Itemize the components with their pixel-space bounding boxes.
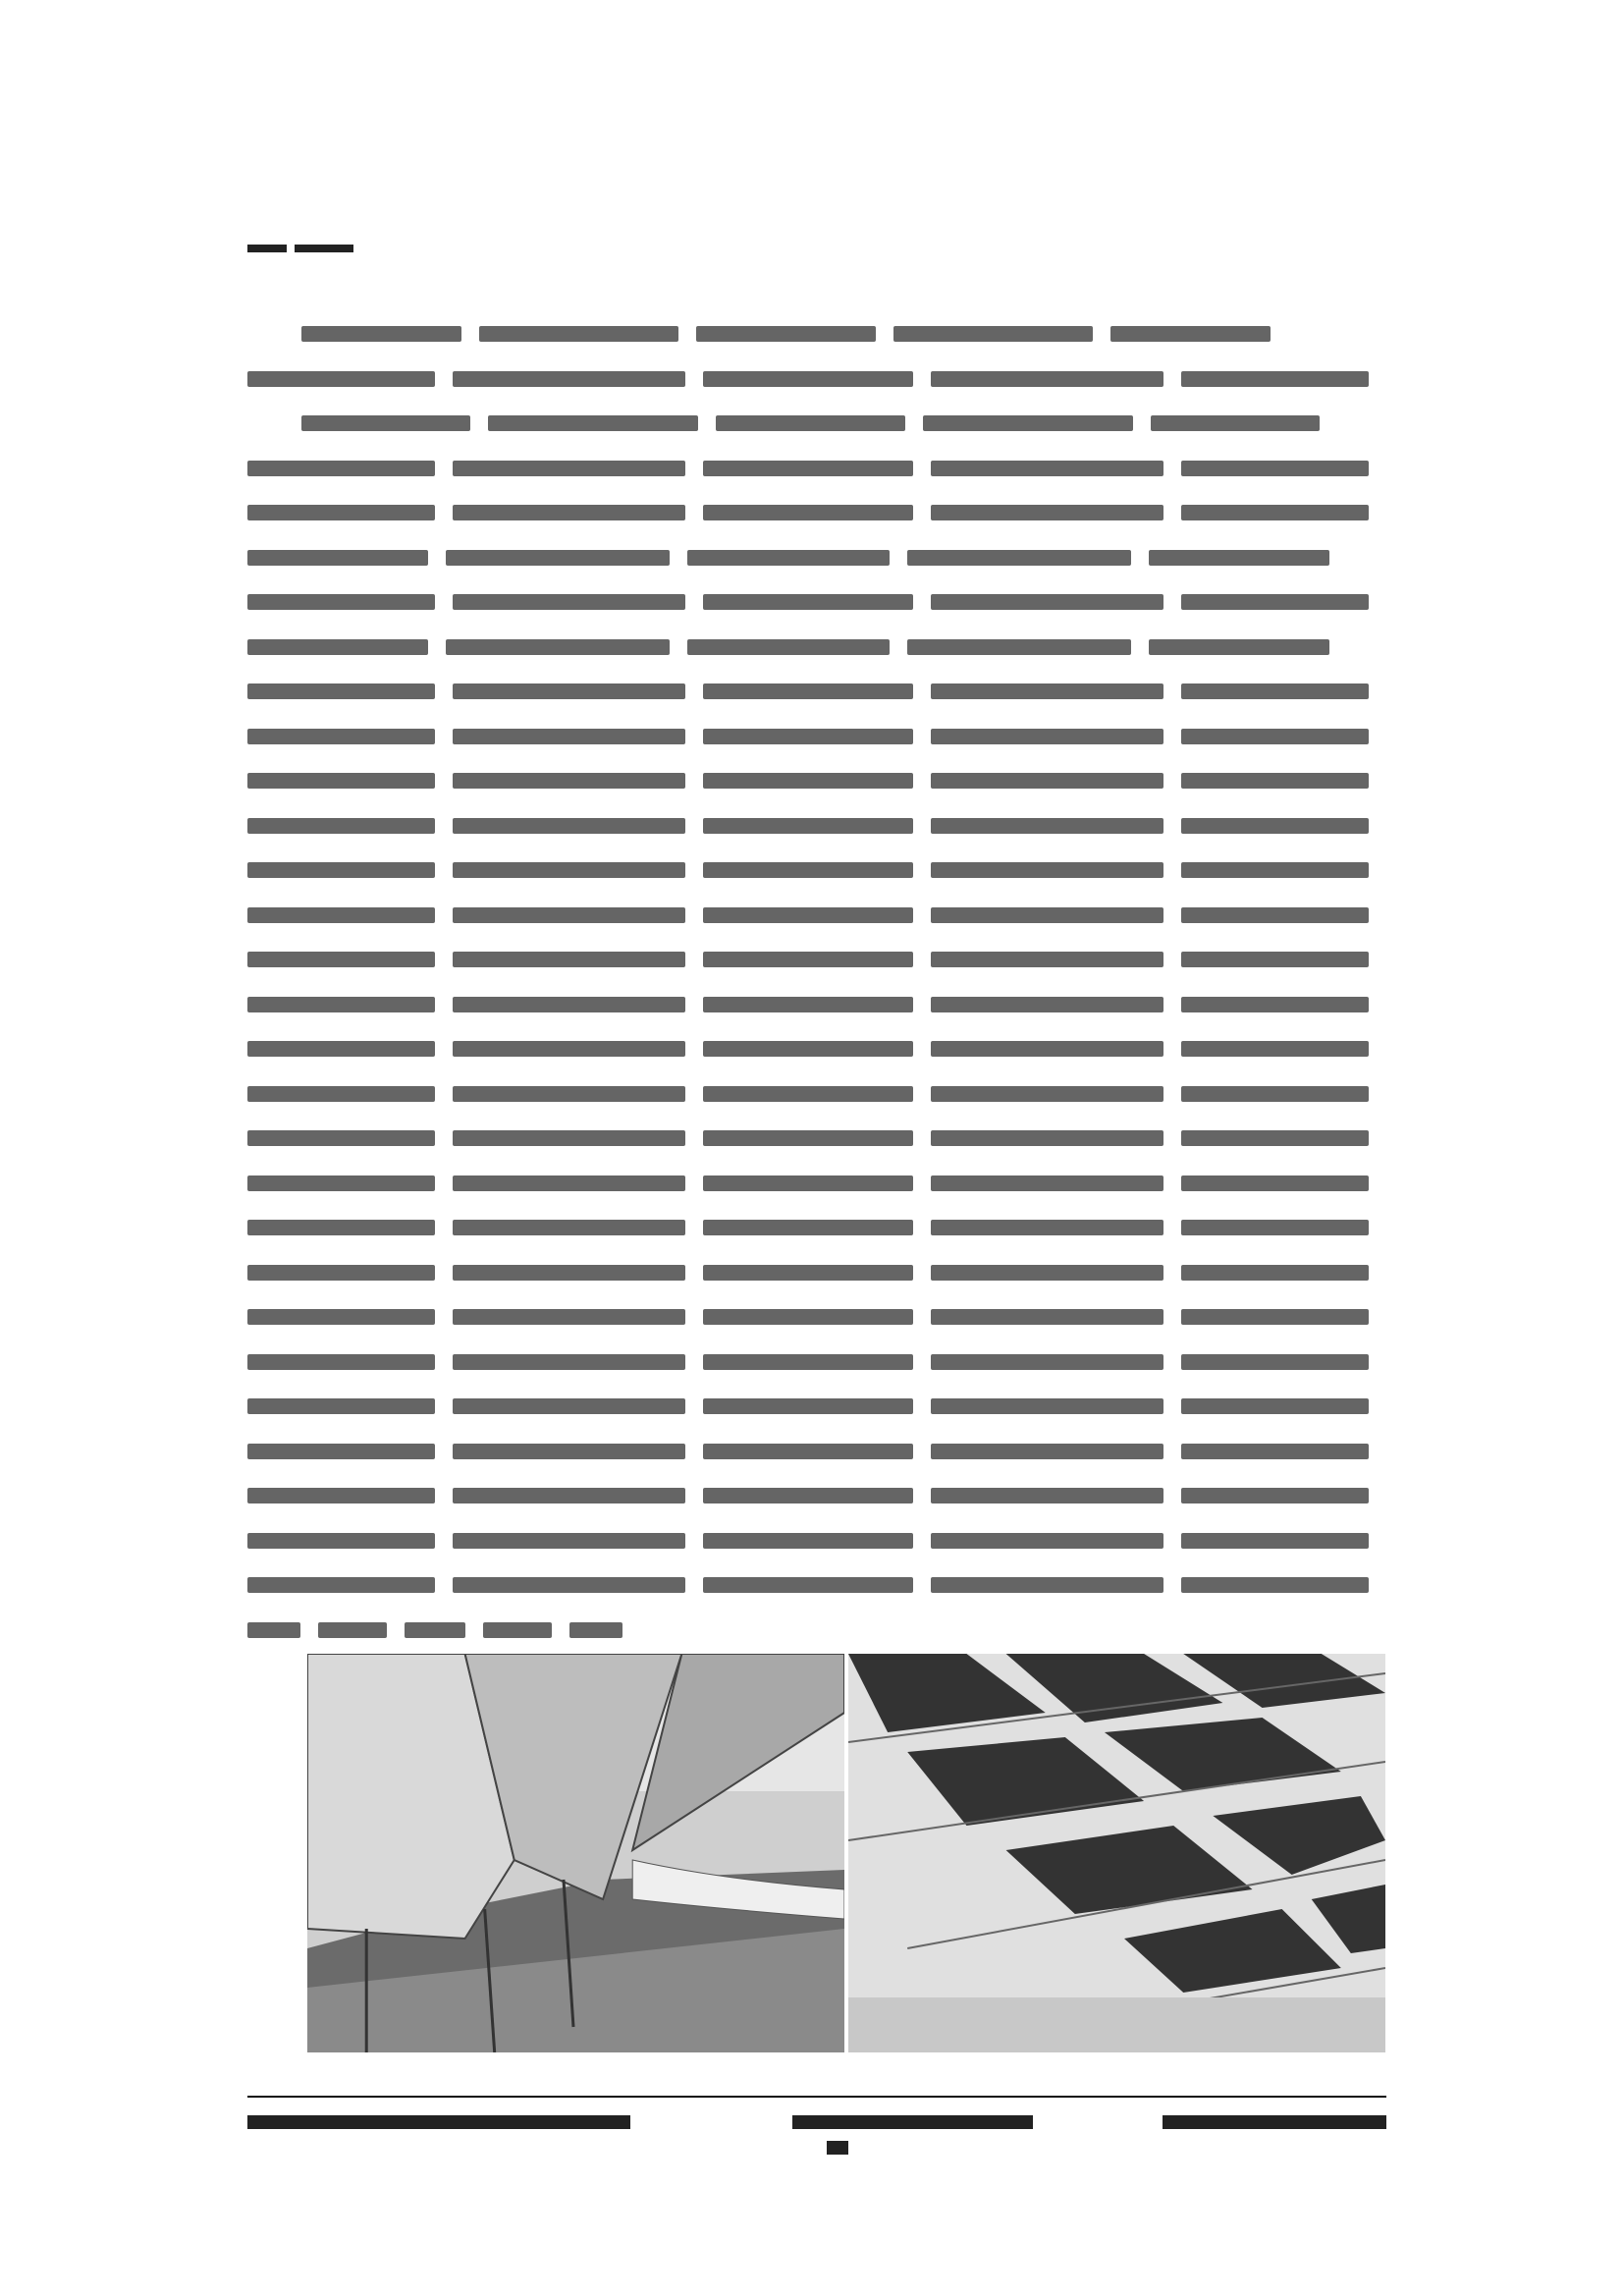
- body-text-line: [247, 985, 1386, 1030]
- footer-rule: [247, 2096, 1386, 2098]
- body-text-line: [247, 1119, 1386, 1164]
- body-text-line: [247, 1387, 1386, 1432]
- page-footer: [247, 2104, 1386, 2162]
- body-text-line: [247, 672, 1386, 717]
- body-text-line: [247, 314, 1386, 359]
- body-text-line: [247, 1432, 1386, 1477]
- solar-panel-photo-right: [848, 1654, 1385, 2052]
- body-text-line: [247, 493, 1386, 538]
- body-text-line: [247, 1476, 1386, 1521]
- body-text-line: [247, 582, 1386, 628]
- page-header: [247, 236, 365, 261]
- body-text-line: [247, 404, 1386, 449]
- footer-left: [247, 2115, 630, 2129]
- body-text-line: [247, 896, 1386, 941]
- body-text-line: [247, 1611, 1386, 1656]
- body-text-line: [247, 359, 1386, 405]
- body-text-line: [247, 1342, 1386, 1388]
- body-text-line: [247, 806, 1386, 851]
- body-text-line: [247, 1208, 1386, 1253]
- body-text: [247, 314, 1386, 1655]
- solar-panel-photo-left: [307, 1654, 844, 2052]
- body-text-line: [247, 1521, 1386, 1566]
- body-text-line: [247, 1029, 1386, 1074]
- body-text-line: [247, 449, 1386, 494]
- body-text-line: [247, 850, 1386, 896]
- body-text-line: [247, 1074, 1386, 1120]
- body-text-line: [247, 940, 1386, 985]
- footer-center-sub: [827, 2141, 848, 2155]
- body-text-line: [247, 538, 1386, 583]
- figure: [307, 1654, 1385, 2052]
- body-text-line: [247, 1565, 1386, 1611]
- body-text-line: [247, 761, 1386, 806]
- body-text-line: [247, 717, 1386, 762]
- footer-right: [1163, 2115, 1386, 2129]
- footer-center: [792, 2115, 1033, 2129]
- body-text-line: [247, 628, 1386, 673]
- body-text-line: [247, 1297, 1386, 1342]
- body-text-line: [247, 1253, 1386, 1298]
- body-text-line: [247, 1164, 1386, 1209]
